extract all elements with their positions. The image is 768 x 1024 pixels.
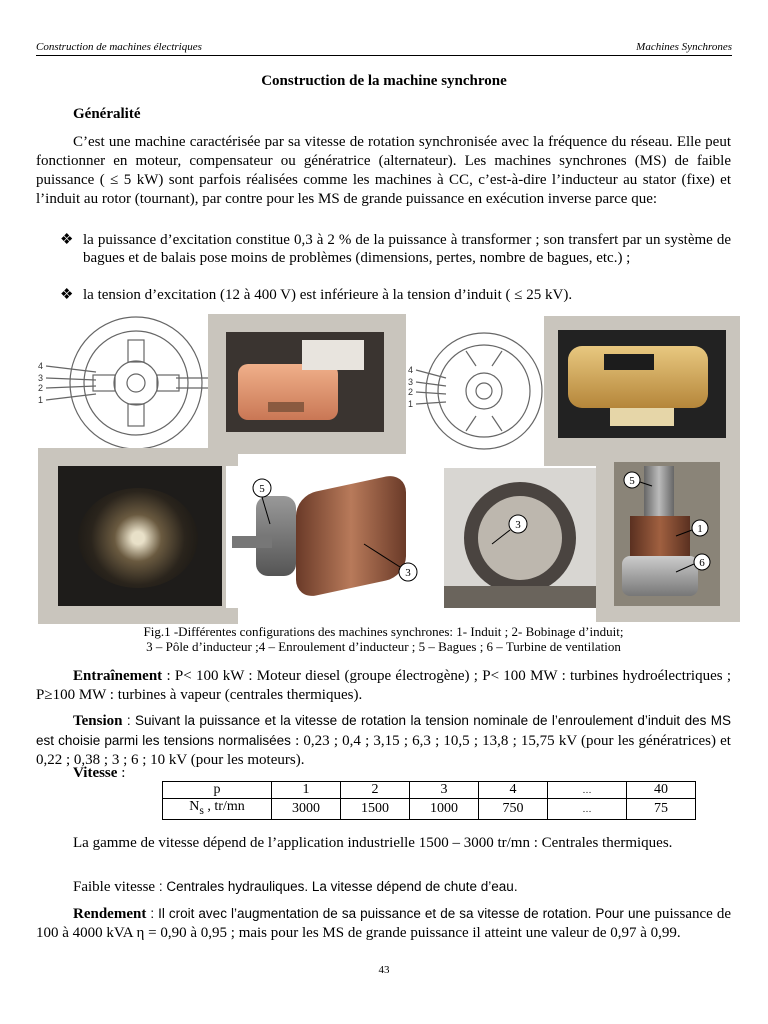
table-cell: 1000: [410, 799, 479, 820]
paragraph-gamme: La gamme de vitesse dépend de l’application industrielle 1500 – 3000 tr/mn : Centrales thermiques.: [73, 835, 673, 851]
stator-diagram-2: [406, 326, 546, 456]
diagram-label: 2: [38, 383, 44, 393]
table-cell: 1500: [341, 799, 410, 820]
rendement-text: puissance de 100 à 4000 kVA η = 0,90 à 0,95 ; mais pour les MS de grande puissance il atteint une valeur de 0,97 à 0,99.: [36, 906, 731, 941]
motor-photo-1: [208, 314, 406, 454]
page-number: 43: [378, 964, 390, 976]
pole-rotor-photo: [596, 446, 740, 622]
table-cell: p: [163, 782, 272, 799]
table-cell: 40: [627, 782, 696, 799]
ns-unit: , tr/mn: [203, 799, 245, 814]
paragraph-tension: [36, 711, 731, 770]
bullet-text: la tension d’excitation (12 à 400 V) est inférieure à la tension d’induit ( ≤ 25 kV).: [83, 287, 573, 303]
figure-machines: [36, 312, 740, 628]
tension-text-sans: : Suivant la puissance et la vitesse de rotation la tension nominale de l’enroulement d’induit des MS est choisie parmi les tensions normalisées: [36, 713, 731, 748]
table-row: [163, 799, 696, 820]
part-label: 3: [515, 519, 521, 531]
rendement-label: Rendement: [73, 906, 147, 922]
paragraph-generalite: C’est une machine caractérisée par sa vitesse de rotation synchronisée avec la fréquence du réseau. Elle peut fonctionner en moteur, compensateur ou génératrice (alternateur). Les machines synchrones (MS) de faible puissance ( ≤ 5 kW) sont parfois réalisées comme les machines à CC, c’est-à-dire l’inducteur au stator (fixe) et l’induit au rotor (tournant), par contre pour les MS de grande puissance en exécution inverse parce que:: [36, 134, 731, 207]
entrainement-label: Entraînement: [73, 668, 163, 684]
figure-caption-line-1: Fig.1 -Différentes configurations des machines synchrones: 1- Induit ; 2- Bobinage d’induit;: [143, 624, 624, 639]
table-cell: 3: [410, 782, 479, 799]
part-label: 6: [699, 557, 705, 569]
rotor-photo: [226, 466, 438, 608]
diagram-label: 1: [38, 395, 44, 405]
table-cell: …: [548, 799, 627, 820]
vitesse-label: Vitesse: [73, 765, 118, 781]
figure-caption: [36, 624, 731, 654]
bullet-icon: ❖: [60, 232, 74, 248]
ns-symbol: N: [189, 799, 200, 814]
ns-subscript: s: [199, 803, 204, 817]
bullet-text: la puissance d’excitation constitue 0,3 à 2 % de la puissance à transformer ; son transfert par un système de bagues et de balais pose moins de problèmes (dimensions, pertes, nombre de bagues, etc.) ;: [83, 232, 731, 266]
header-rule: [36, 55, 732, 56]
figure-caption-line-2: 3 – Pôle d’inducteur ;4 – Enroulement d’inducteur ; 5 – Bagues ; 6 – Turbine de ventilation: [146, 639, 621, 654]
tension-label: Tension: [73, 713, 123, 729]
header-right: Machines Synchrones: [636, 41, 732, 53]
faible-label: Faible vitesse: [73, 879, 156, 895]
table-cell: 4: [479, 782, 548, 799]
table-cell: 3000: [272, 799, 341, 820]
stator-photo: [38, 448, 238, 624]
faible-text: : Centrales hydrauliques. La vitesse dépend de chute d’eau.: [155, 879, 518, 894]
stator-frame-photo: [444, 468, 596, 608]
vitesse-suffix: :: [117, 765, 126, 781]
paragraph-faible-vitesse: [36, 877, 768, 897]
diagram-label: 3: [38, 373, 44, 383]
table-cell: 2: [341, 782, 410, 799]
table-cell: …: [548, 782, 627, 799]
page-title: Construction de la machine synchrone: [261, 73, 507, 89]
part-label: 5: [629, 475, 635, 487]
entrainement-text: : P< 100 kW : Moteur diesel (groupe électrogène) ; P< 100 MW : turbines hydroélectriques ; P≥100 MW : turbines à vapeur (centrales thermiques).: [36, 668, 731, 703]
section-heading-generalite: Généralité: [73, 106, 141, 122]
motor-photo-2: [544, 316, 740, 466]
table-cell: 1: [272, 782, 341, 799]
diagram-label: 4: [38, 361, 44, 371]
speed-table: [162, 781, 696, 820]
bullet-item-2: [60, 286, 731, 304]
diagram-label: 3: [408, 377, 414, 387]
header-left: Construction de machines électriques: [36, 41, 202, 53]
paragraph-rendement: [36, 904, 731, 943]
bullet-item-1: [60, 231, 731, 267]
diagram-label: 1: [408, 399, 414, 409]
bullet-icon: ❖: [60, 287, 74, 303]
paragraph-entrainement: [36, 667, 731, 705]
part-label: 1: [697, 523, 703, 535]
table-row: [163, 782, 696, 799]
part-label: 5: [259, 483, 265, 495]
table-cell: 750: [479, 799, 548, 820]
part-label: 3: [405, 567, 411, 579]
tension-text: : 0,23 ; 0,4 ; 3,15 ; 6,3 ; 10,5 ; 13,8 ; 15,75 kV (pour les génératrices) et 0,22 ; 0,38 ; 3 ; 6 ; 10 kV (pour les moteurs).: [36, 733, 731, 768]
stator-diagram-1: [36, 312, 216, 454]
table-cell: [163, 799, 272, 820]
diagram-label: 2: [408, 387, 414, 397]
rendement-text-sans: : Il croit avec l’augmentation de sa puissance et de sa vitesse de rotation. Pour une: [146, 906, 651, 921]
table-cell: 75: [627, 799, 696, 820]
diagram-label: 4: [408, 365, 414, 375]
